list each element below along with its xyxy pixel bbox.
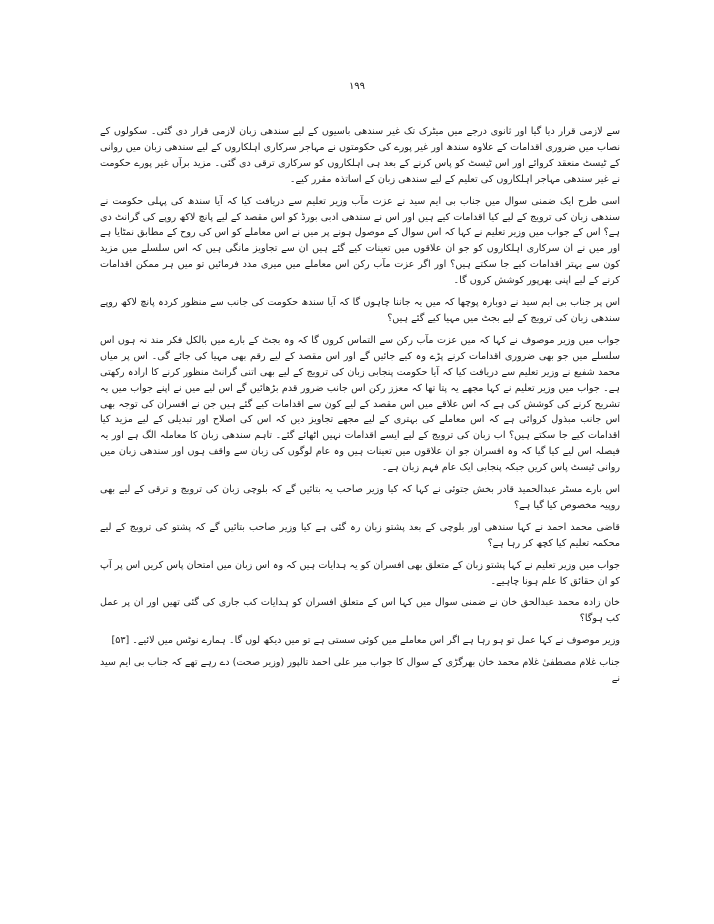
paragraph-1: سے لازمی قرار دیا گیا اور ثانوی درجے میں میٹرک تک غیر سندھی باسیوں کے لیے سندھی زبان لازمی قرار دی گئی۔ سکولوں کے نصاب میں ضروری اقدامات کے علاوہ سندھ اور غیر پورے کی حکومتوں نے مہاجر سرکاری اہلکاروں کے لیے سندھی زبان میں روانی کے ٹیسٹ منعقد کروائے اور اس ٹیسٹ کو پاس کرنے کے بعد ہی اہلکاروں کو سرکاری ترقی دی گئی۔ مزید برآں غیر پورے حکومت نے غیر سندھی مہاجر اہلکاروں کی تعلیم کے لیے سندھی زبان کے اساتذہ مقرر کیے۔: [100, 126, 620, 185]
paragraph-8: خان زادہ محمد عبدالحق خان نے ضمنی سوال میں کہا اس کے متعلق افسران کو ہدایات کب جاری کی گئی تھیں اور ان پر عمل کب ہوگا؟: [100, 597, 620, 625]
paragraph-4: جواب میں وزیر موصوف نے کہا کہ میں عزت مآب رکن سے التماس کروں گا کہ وہ بجٹ کے بارے میں بالکل فکر مند نہ ہوں اس سلسلے میں جو بھی ضروری اقدامات کرنے پڑے وہ کیے جائیں گے اور اس مقصد کے لیے رقم بھی مہیا کی جائے گی۔ اس پر میاں محمد شفیع نے وزیر تعلیم سے دریافت کیا کہ آیا حکومت پنجابی زبان کی ترویج کے لیے بھی اتنی گرانٹ منظور کرنے کا ارادہ رکھتی ہے۔ جواب میں وزیر تعلیم نے کہا مجھے یہ پتا تھا کہ معزز رکن اس جانب ضرور قدم بڑھائیں گے اس لیے میں نے اپنے جواب میں یہ تشریح کرنے کی کوشش کی ہے کہ اس علاقے میں اس مقصد کے لیے کون سے اقدامات کیے گئے ہیں جن نے افسران کی توجہ بھی اس جانب مبذول کروائی ہے کہ اس معاملے کی بہتری کے لیے مجھے تجاویز دیں کہ اس کی اصلاح اور تبدیلی کے لیے مزید کیا اقدامات کیے جا سکتے ہیں؟ اب زبان کی ترویج کے لیے ایسے اقدامات نہیں اٹھائے گئے۔ تاہم سندھی زبان کا معاملہ الگ ہے اور یہ فیصلہ اس لیے کیا گیا کہ وہ افسران جو ان علاقوں میں تعینات ہیں وہ عام لوگوں کی زبان سے واقف ہوں اور سندھی زبان میں روانی ٹیسٹ پاس کریں جبکہ پنجابی ایک عام فہم زبان ہے۔: [100, 334, 620, 474]
paragraph-6: قاضی محمد احمد نے کہا سندھی اور بلوچی کے بعد پشتو زبان رہ گئی ہے کیا وزیر صاحب بتائیں گے کہ پشتو کی ترویج کے لیے محکمہ تعلیم کیا کچھ کر رہا ہے؟: [100, 521, 620, 549]
paragraph-3: اس پر جناب بی ایم سید نے دوبارہ پوچھا کہ میں یہ جاننا چاہوں گا کہ آیا سندھ حکومت کی جانب سے منظور کردہ پانچ لاکھ روپے سندھی زبان کی ترویج کے لیے بجٹ میں مہیا کیے گئے ہیں؟: [100, 297, 620, 324]
page-number: ۱۹۹: [348, 81, 366, 92]
paragraph-9: وزیر موصوف نے کہا عمل تو ہو رہا ہے اگر اس معاملے میں کوئی سستی ہے تو میں دیکھ لوں گا۔ ہمارے نوٹس میں لائیے۔ [۵۳]: [111, 635, 620, 647]
body-text: [100, 124, 620, 687]
paragraph-5: اس بارے مسٹر عبدالحمید قادر بخش جتوئی نے کہا کہ کیا وزیر صاحب یہ بتائیں گے کہ بلوچی زبان کی ترویج و ترقی کے لیے بھی روپیہ مخصوص کیا گیا ہے؟: [100, 484, 620, 511]
paragraph-2: اسی طرح ایک ضمنی سوال میں جناب بی ایم سید نے عزت مآب وزیر تعلیم سے دریافت کیا کہ آیا سندھ کی پہلی حکومت نے سندھی زبان کی ترویج کے لیے کیا اقدامات کیے ہیں اور اس نے سندھی ادبی بورڈ کو اس مقصد کے لیے پانچ لاکھ روپے کی گرانٹ دی ہے؟ اس کے جواب میں وزیر تعلیم نے کہا کہ اس سوال کے موصول ہونے پر میں نے اس معاملے کو اس کی روح کے مطابق نمٹایا ہے اور میں نے ان سرکاری اہلکاروں کو جو ان علاقوں میں تعینات کیے گئے ہیں ان سے تجاویز مانگی ہیں کہ اس سلسلے میں مزید کون سے بہتر اقدامات کیے جا سکتے ہیں؟ اور اگر عزت مآب رکن اس معاملے میں میری مدد فرمائیں تو میں ہر ممکن اقدامات کرنے کے لیے اپنی بھرپور کوشش کروں گا۔: [100, 195, 620, 287]
paragraph-7: جواب میں وزیر تعلیم نے کہا پشتو زبان کے متعلق بھی افسران کو یہ ہدایات ہیں کہ وہ اس زبان میں امتحان پاس کریں اس پر آپ کو ان حقائق کا علم ہونا چاہیے۔: [100, 559, 620, 587]
paragraph-10: جناب غلام مصطفیٰ غلام محمد خان بھرگڑی کے سوال کا جواب میر علی احمد تالپور (وزیر صحت) دے رہے تھے کہ جناب بی ایم سید نے: [100, 657, 620, 685]
